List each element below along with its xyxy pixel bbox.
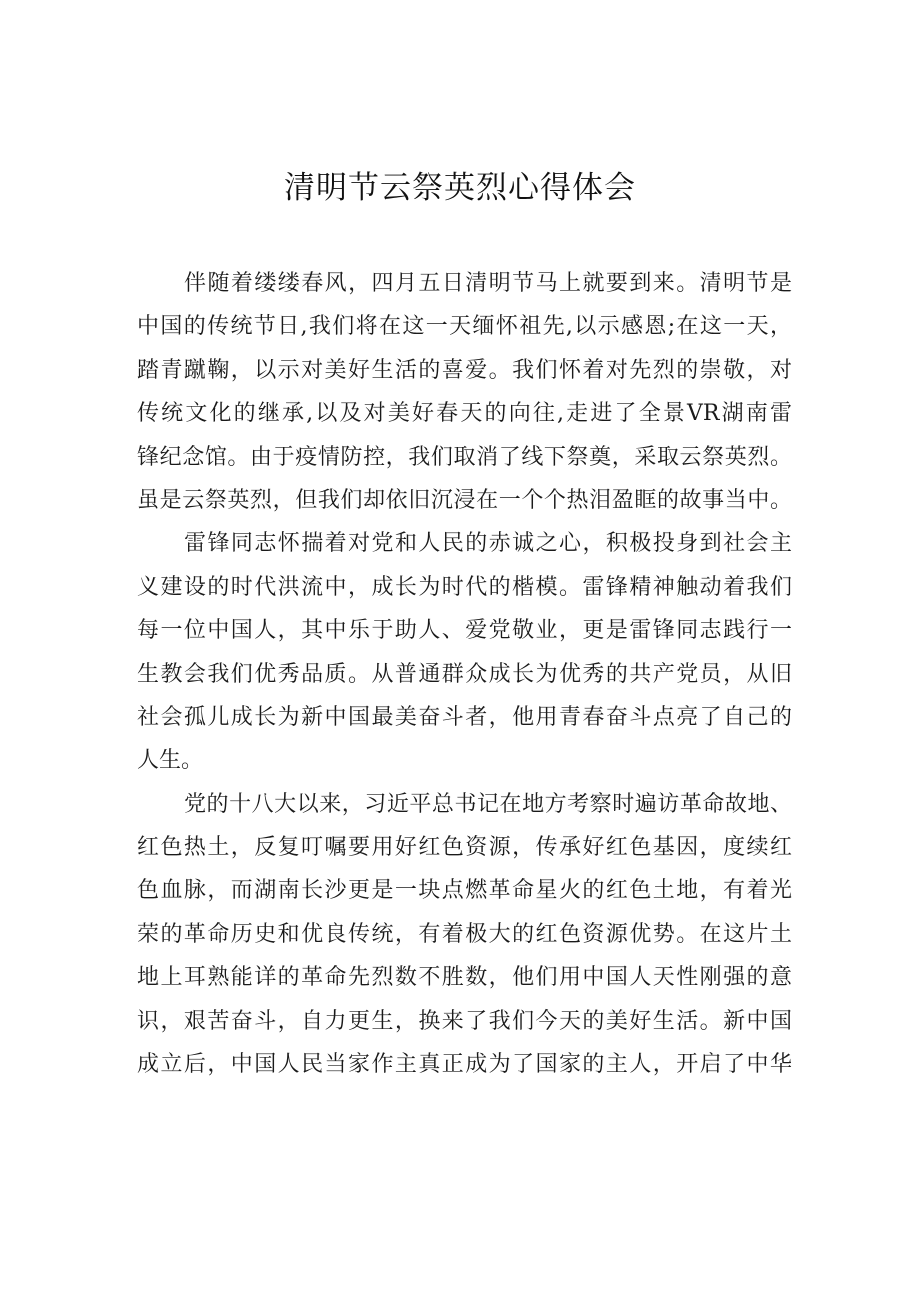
text-line: 伴随着缕缕春风，四月五日清明节马上就要到来。清明节是 [184, 271, 792, 296]
document-title: 清明节云祭英烈心得体会 [284, 170, 636, 206]
text-line: 虽是云祭英烈，但我们却依旧沉浸在一个个热泪盈眶的故事当中。 [137, 487, 792, 513]
text-line: 荣的革命历史和优良传统，有着极大的红色资源优势。在这片土 [137, 921, 792, 947]
text-line: 雷锋同志怀揣着对党和人民的赤诚之心，积极投身到社会主 [184, 531, 792, 557]
text-line: 中国的传统节日,我们将在这一天缅怀祖先,以示感恩;在这一天， [137, 314, 792, 340]
text-line: 色血脉，而湖南长沙更是一块点燃革命星火的红色土地，有着光 [137, 878, 792, 904]
paragraph [137, 522, 792, 782]
text-line: 踏青蹴鞠，以示对美好生活的喜爱。我们怀着对先烈的崇敬，对 [137, 357, 792, 383]
paragraph [137, 262, 792, 522]
text-line: 地上耳熟能详的革命先烈数不胜数，他们用中国人天性刚强的意 [137, 965, 792, 991]
text-line: 传统文化的继承,以及对美好春天的向往,走进了全景VR湖南雷 [137, 401, 792, 427]
text-line: 锋纪念馆。由于疫情防控，我们取消了线下祭奠，采取云祭英烈。 [137, 444, 792, 470]
text-line: 生教会我们优秀品质。从普通群众成长为优秀的共产党员，从旧 [137, 661, 792, 687]
paragraph [137, 783, 792, 1087]
text-line: 成立后，中国人民当家作主真正成为了国家的主人，开启了中华 [137, 1052, 792, 1078]
document-body [137, 262, 792, 1086]
text-line: 社会孤儿成长为新中国最美奋斗者，他用青春奋斗点亮了自己的 [137, 704, 792, 730]
text-line: 人生。 [137, 748, 204, 774]
text-line: 红色热土，反复叮嘱要用好红色资源，传承好红色基因，度续红 [137, 835, 792, 861]
text-line: 义建设的时代洪流中，成长为时代的楷模。雷锋精神触动着我们 [137, 574, 792, 600]
text-line: 每一位中国人，其中乐于助人、爱党敬业，更是雷锋同志践行一 [137, 618, 792, 644]
text-line: 党的十八大以来，习近平总书记在地方考察时遍访革命故地、 [184, 791, 792, 817]
text-line: 识，艰苦奋斗，自力更生，换来了我们今天的美好生活。新中国 [137, 1008, 792, 1034]
